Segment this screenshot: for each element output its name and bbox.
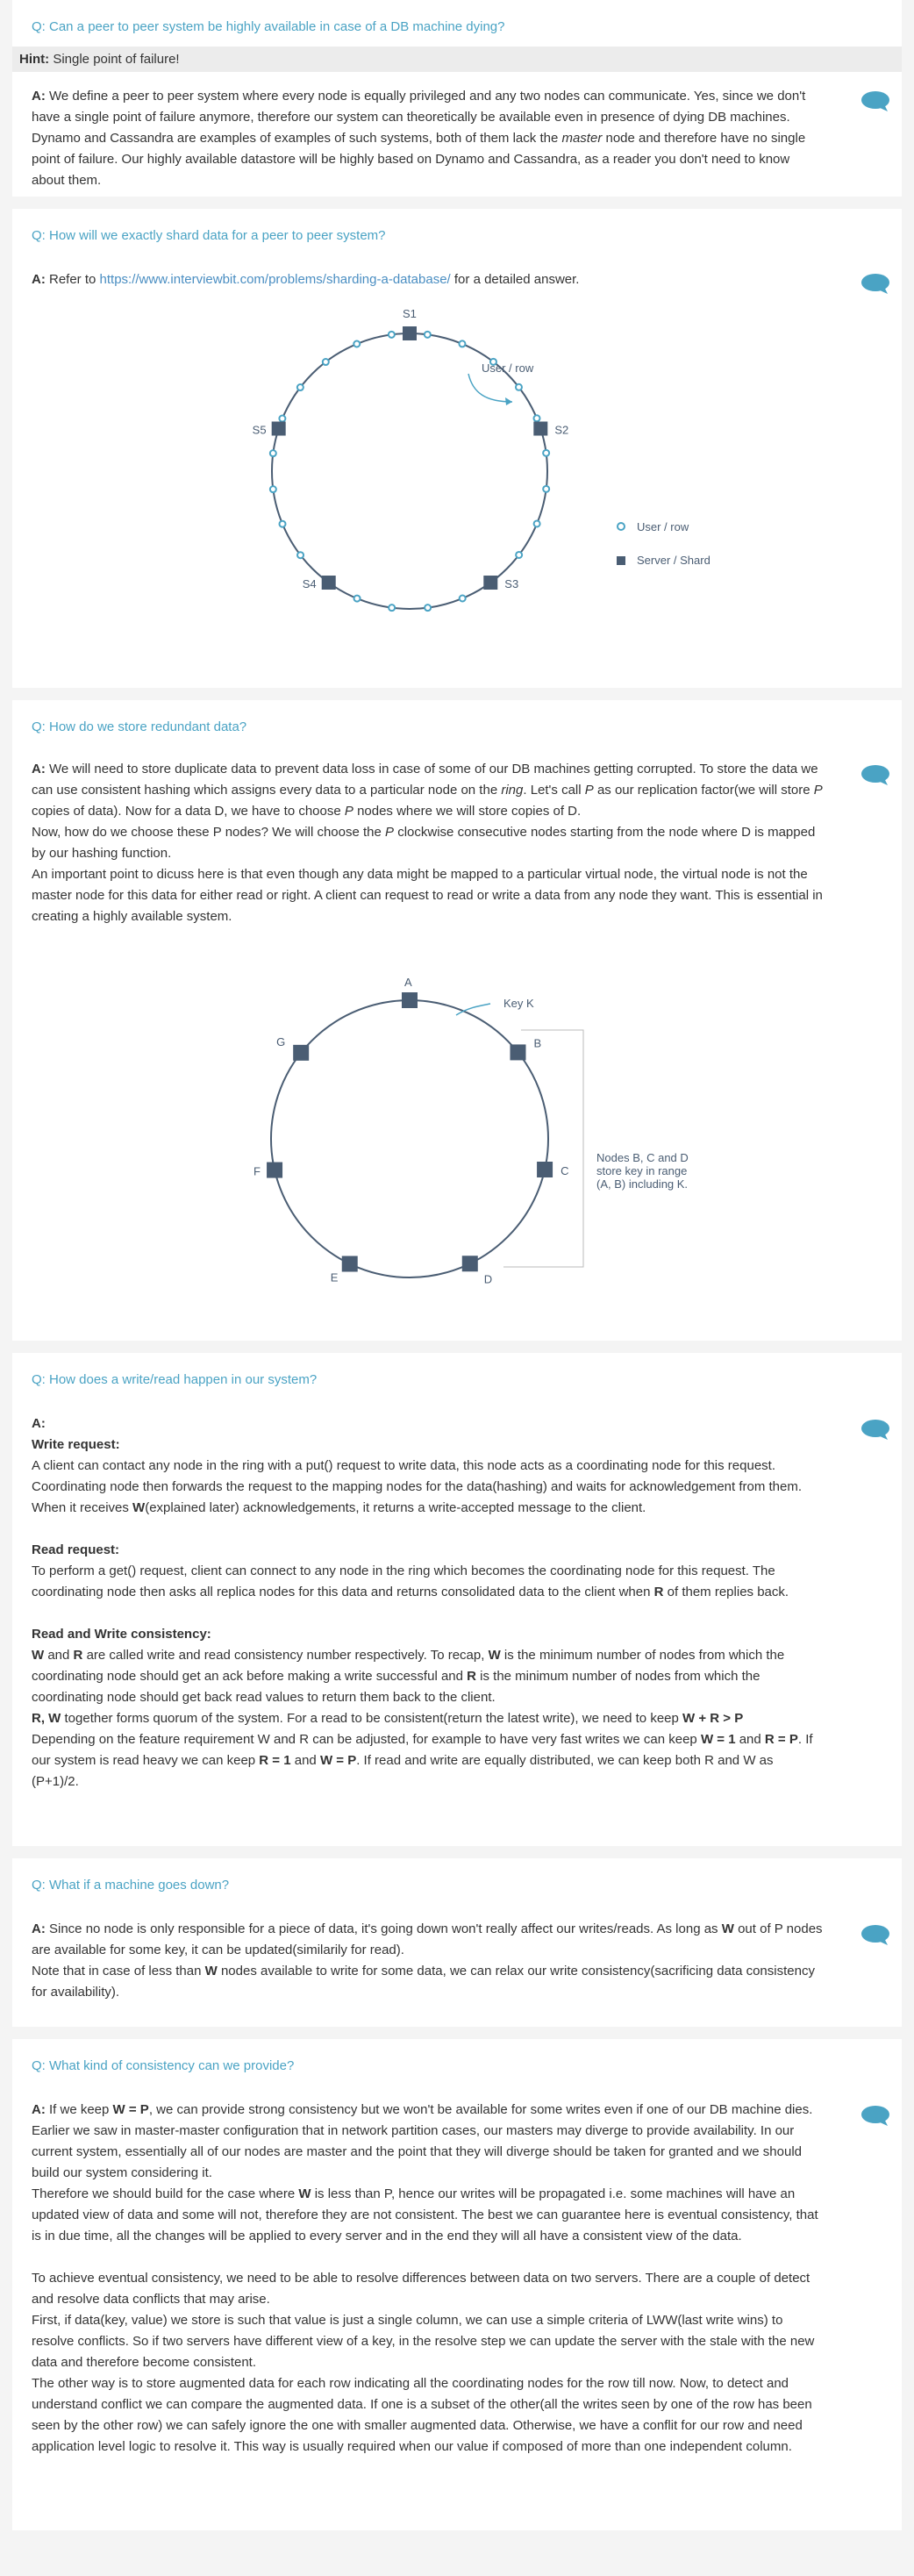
- answer-part: The other way is to store augmented data for each row indicating all the coordinating nodes for the row till now. Now, to detect and understand conflict we can compare the augmented data. If one is a subset of the other(all the writes seen by one of the row has been seen by the other row) we can safely ignore the one with smaller augmented data. Otherwise, we have a conflit for our row and need application level logic to resolve it. This way is usually required when our value if composed of more than one independent column.: [32, 2376, 812, 2454]
- user-row-dot: [425, 605, 431, 611]
- range-bracket: [503, 1030, 583, 1267]
- answer-emphasis: P: [813, 783, 823, 798]
- comment-icon[interactable]: [861, 1420, 889, 1439]
- answer-emphasis: W = P: [112, 2102, 149, 2117]
- answer-part: Therefore we should build for the case where: [32, 2186, 296, 2201]
- read-title: Read request:: [32, 1542, 120, 1557]
- comment-icon[interactable]: [861, 2106, 889, 2125]
- answer-part: First, if data(key, value) we store is such that value is just a single column, we can use a simple criteria of LWW(last write wins) to resolve conflicts. So if two servers have different view of a key, in the resolve step we can update the server with the stale with the new data and therefore become consistent.: [32, 2313, 815, 2370]
- answer-part: . Let's call: [523, 783, 582, 798]
- ring-node: [267, 1163, 282, 1178]
- ring-node-label: D: [483, 1272, 493, 1286]
- answer-label: A:: [32, 762, 46, 776]
- mapping-arrow: [468, 374, 512, 402]
- legend-user-icon: [618, 523, 625, 530]
- answer-part: To achieve eventual consistency, we need to be able to resolve differences between data on two servers. There are a couple of detect and resolve data conflicts that may arise.: [32, 2271, 810, 2307]
- user-row-dot: [279, 416, 285, 422]
- ring: [271, 1000, 548, 1277]
- user-row-dot: [389, 605, 395, 611]
- legend-server-label: Server / Shard: [637, 554, 710, 567]
- answer-part: nodes where we will store copies of D.: [357, 804, 582, 819]
- answer-part: for a detailed answer.: [453, 272, 580, 287]
- answer-text: [12, 1413, 902, 1792]
- comment-icon[interactable]: [861, 1925, 889, 1944]
- qa-card-6: [12, 2039, 902, 2530]
- answer-part: Earlier we saw in master-master configuration that in network partition cases, our masters may diverge to provide availability. In our current system, essentially all of our nodes are master and the point that they will diverge should be taken for granted and we should build our system considering it.: [32, 2123, 802, 2180]
- answer-emphasis: ring: [501, 783, 524, 798]
- answer-emphasis: R: [467, 1669, 476, 1684]
- answer-part: are called write and read consistency number respectively. To recap,: [86, 1648, 485, 1663]
- answer-text: [12, 269, 902, 290]
- shard-node-label: S1: [403, 307, 417, 320]
- ring-node-label: C: [561, 1164, 569, 1178]
- user-row-dot: [425, 332, 431, 338]
- answer-part: clockwise consecutive nodes starting from the node where D is mapped by our hashing function.: [32, 825, 816, 861]
- question-title: Q: How will we exactly shard data for a peer to peer system?: [32, 228, 386, 243]
- answer-part: is less than P, hence our writes will be propagated i.e. some machines will have an updated view of data and some will not, therefore they are not consistent. The best we can guarantee here is eventual consistency, that is in due time, all the changes will be applied to every server and in the end they will all have a consistent view of the data.: [32, 2186, 818, 2243]
- range-note-1: Nodes B, C and D: [596, 1151, 689, 1164]
- user-row-dot: [389, 332, 395, 338]
- answer-part: If we keep: [49, 2102, 110, 2117]
- answer-part: (explained later) acknowledgements, it returns a write-accepted message to the client.: [145, 1500, 646, 1515]
- answer-part: To perform a get() request, client can connect to any node in the ring which becomes the coordinating node for this request. The coordinating node then asks all replica nodes for this data and returns consolidated data to the client when: [32, 1563, 775, 1599]
- user-row-dot: [354, 596, 361, 602]
- user-row-dot: [516, 552, 522, 558]
- user-row-dot: [280, 521, 286, 527]
- legend-user-label: User / row: [637, 520, 689, 533]
- answer-label: A:: [32, 89, 46, 104]
- answer-part: . If our system is read heavy we can keep: [32, 1732, 813, 1768]
- user-row-dot: [543, 486, 549, 492]
- answer-label: A:: [32, 272, 46, 287]
- user-row-dot: [270, 450, 276, 456]
- answer-emphasis: W + R > P: [682, 1711, 744, 1726]
- answer-emphasis: W: [132, 1500, 146, 1515]
- answer-emphasis: R: [73, 1648, 83, 1663]
- shard-node: [272, 421, 286, 435]
- answer-part: and: [294, 1753, 317, 1768]
- rw-title: Read and Write consistency:: [32, 1627, 211, 1642]
- replication-ring-diagram: [12, 955, 902, 1323]
- user-row-dot: [270, 486, 276, 492]
- user-row-dot: [533, 415, 539, 421]
- question-title: Q: How does a write/read happen in our system?: [32, 1372, 318, 1387]
- answer-part: out of P nodes are available for some key, it can be updated(similarily for read).: [32, 1921, 823, 1957]
- shard-node-label: S3: [504, 577, 519, 591]
- shard-ring-diagram: [12, 297, 902, 683]
- comment-icon[interactable]: [861, 765, 889, 784]
- arrow-label: User / row: [482, 361, 534, 375]
- arrow-head: [505, 397, 512, 405]
- ring: [272, 333, 547, 609]
- qa-card-2: [12, 209, 902, 688]
- question-title: Q: How do we store redundant data?: [32, 719, 247, 734]
- answer-emphasis: P: [385, 825, 395, 840]
- hint-box: [12, 47, 902, 72]
- ring-node-label: B: [533, 1036, 542, 1050]
- ring-node-label: F: [253, 1164, 261, 1178]
- answer-emphasis: W: [204, 1964, 218, 1979]
- answer-part: and: [739, 1732, 761, 1747]
- ring-node: [510, 1044, 525, 1060]
- question-title: Q: What kind of consistency can we provide?: [32, 2058, 295, 2073]
- question-title: Q: What if a machine goes down?: [32, 1878, 230, 1893]
- answer-emphasis: W = 1: [700, 1732, 736, 1747]
- ring-node-label: E: [330, 1270, 339, 1284]
- answer-emphasis: master: [561, 131, 603, 146]
- ring-node: [537, 1162, 553, 1177]
- answer-part: Now, how do we choose these P nodes? We will choose the: [32, 825, 382, 840]
- answer-part: node and therefore have no single point of failure. Our highly available datastore will be highly based on Dynamo and Cassandra, as a reader you don't need to know about them.: [32, 131, 806, 188]
- shard-node: [322, 576, 336, 590]
- answer-part: and: [47, 1648, 70, 1663]
- answer-part: Note that in case of less than: [32, 1964, 202, 1979]
- answer-emphasis: W: [298, 2186, 311, 2201]
- answer-part: is the minimum number of nodes from which the coordinating node should get an ack before making a write successful and: [32, 1648, 785, 1684]
- user-row-dot: [323, 359, 329, 365]
- answer-part: , we can provide strong consistency but we won't be available for some writes even if one of our DB machine dies.: [148, 2102, 813, 2117]
- comment-icon[interactable]: [861, 274, 889, 293]
- answer-emphasis: W = P: [319, 1753, 357, 1768]
- answer-text: [12, 2100, 902, 2458]
- shard-node-label: S5: [252, 423, 267, 437]
- answer-part: of them replies back.: [667, 1585, 789, 1599]
- user-row-dot: [353, 341, 360, 347]
- ring-node: [462, 1256, 478, 1271]
- answer-emphasis: R = 1: [259, 1753, 291, 1768]
- sharding-link[interactable]: https://www.interviewbit.com/problems/sharding-a-database/: [99, 272, 451, 287]
- shard-node: [483, 576, 497, 590]
- comment-icon[interactable]: [861, 91, 889, 111]
- answer-part: nodes available to write for some data, we can relax our write consistency(sacrificing data consistency for availability).: [32, 1964, 815, 2000]
- answer-part: Refer to: [49, 272, 96, 287]
- ring-node: [293, 1045, 309, 1061]
- answer-part: We define a peer to peer system where every node is equally privileged and any two nodes can communicate. Yes, since we don't have a single point of failure anymore, therefore our system can theoretically be available even in presence of dying DB machines. Dynamo and Cassandra are examples of examples of such systems, both of them lack the: [32, 89, 806, 146]
- user-row-dot: [297, 384, 303, 390]
- answer-part: together forms quorum of the system. For a read to be consistent(return the latest write), we need to keep: [64, 1711, 679, 1726]
- answer-emphasis: R = P: [764, 1732, 798, 1747]
- answer-part: Depending on the feature requirement W and R can be adjusted, for example to have very fast writes we can keep: [32, 1732, 697, 1747]
- qa-card-1: [12, 0, 902, 197]
- answer-part: A client can contact any node in the ring with a put() request to write data, this node acts as a coordinating node for this request. Coordinating node then forwards the request to the mapping nodes for the data(hashing) and waits for acknowledgement from them. When it receives: [32, 1458, 803, 1515]
- ring-node: [342, 1256, 358, 1271]
- qa-card-5: [12, 1858, 902, 2027]
- question-title: Q: Can a peer to peer system be highly available in case of a DB machine dying?: [32, 19, 505, 34]
- answer-part: as our replication factor(we will store: [596, 783, 810, 798]
- ring-node-label: A: [404, 976, 412, 989]
- answer-emphasis: W: [488, 1648, 501, 1663]
- answer-emphasis: P: [344, 804, 353, 819]
- answer-part: An important point to dicuss here is that even though any data might be mapped to a particular virtual node, the virtual node is not the master node for this data for either read or right. A client can request to read or write a data from any node they want. This is essential in creating a highly available system.: [32, 867, 823, 924]
- legend-server-icon: [617, 556, 625, 565]
- answer-label: A:: [32, 1416, 46, 1431]
- user-row-dot: [297, 552, 303, 558]
- key-label: Key K: [503, 997, 534, 1010]
- answer-part: . If read and write are equally distributed, we can keep both R and W as (P+1)/2.: [32, 1753, 774, 1789]
- shard-node: [403, 326, 417, 340]
- answer-part: We will need to store duplicate data to prevent data loss in case of some of our DB machines getting corrupted. To store the data we can use consistent hashing which assigns every data to a particular node on the: [32, 762, 818, 798]
- answer-emphasis: W: [721, 1921, 734, 1936]
- answer-label: A:: [32, 2102, 46, 2117]
- answer-emphasis: R: [653, 1585, 664, 1599]
- answer-text: [12, 1919, 902, 2003]
- write-title: Write request:: [32, 1437, 120, 1452]
- answer-emphasis: R, W: [32, 1711, 61, 1726]
- user-row-dot: [543, 450, 549, 456]
- user-row-dot: [516, 384, 522, 390]
- answer-part: copies of data). Now for a data D, we have to choose: [32, 804, 341, 819]
- user-row-dot: [459, 340, 465, 347]
- user-row-dot: [460, 595, 466, 601]
- answer-text: [12, 759, 902, 927]
- qa-card-4: [12, 1353, 902, 1846]
- shard-node-label: S4: [302, 577, 317, 591]
- range-note-2: store key in range: [596, 1164, 688, 1177]
- answer-part: is the minimum number of nodes from which the coordinating node should get back read values to return them back to the client.: [32, 1669, 760, 1705]
- answer-emphasis: W: [32, 1648, 45, 1663]
- shard-node: [533, 421, 547, 435]
- answer-label: A:: [32, 1921, 46, 1936]
- answer-part: Since no node is only responsible for a piece of data, it's going down won't really affect our writes/reads. As long as: [49, 1921, 718, 1936]
- hint-text: Single point of failure!: [53, 52, 180, 67]
- answer-emphasis: P: [584, 783, 594, 798]
- ring-node-label: G: [276, 1034, 286, 1048]
- ring-node: [402, 992, 418, 1008]
- answer-text: [12, 86, 902, 191]
- user-row-dot: [534, 520, 540, 526]
- hint-label: Hint:: [19, 52, 50, 67]
- shard-node-label: S2: [554, 423, 569, 437]
- qa-card-3: [12, 700, 902, 1341]
- range-note-3: (A, B) including K.: [596, 1177, 689, 1191]
